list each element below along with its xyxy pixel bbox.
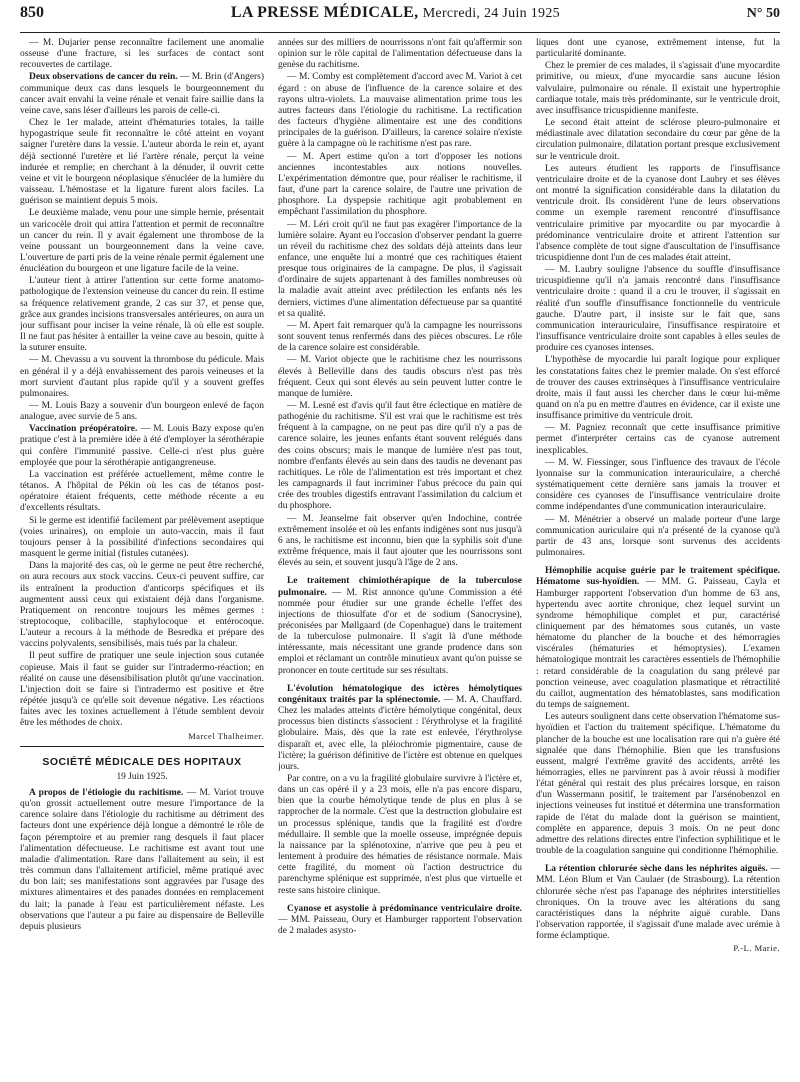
journal-date: Mercredi, 24 Juin 1925 [422, 6, 560, 21]
subheading: Vaccination préopératoire. [29, 424, 138, 435]
paragraph: L'hypothèse de myocardie lui paraît logique pour expliquer les constatations faites chez le premier malade. On s'est efforcé de trouver des causes extrinsèques à l'insuffisance ventriculaire droite, mais il faut aussi les chercher dans le cœur lui-même quand on n'a pu en mettre d'autres en évidence, car il existe une insuffisance primitive du ventricule droit. [536, 355, 780, 422]
paragraph: L'auteur tient à attirer l'attention sur cette forme anatomo-pathologique de l'extension veineuse du cancer du rein. Il estime sa fréquence relativement grande, 2 cas sur 37, et pense que, grâce aux grandes incisions transversales antérieures, on aura un jour suffisant pour inciser la veine rénale, là où elle est souple. Il ne faut pas hésiter à entailler la veine cave au besoin, quitte à la suturer ensuite. [20, 276, 264, 354]
paragraph: — M. Chevassu a vu souvent la thrombose du pédicule. Mais en général il y a déjà envahissement des parois veineuses et la mort survient d'autant plus rapide qu'il y a souvent greffes pulmonaires. [20, 355, 264, 399]
paragraph: — M. Apert fait remarquer qu'à la campagne les nourrissons sont souvent tenus renfermés dans des pièces obscures. Le rôle de la carence solaire est considérable. [278, 320, 522, 354]
paragraph [278, 576, 522, 676]
paragraph: Chez le 1er malade, atteint d'hématuries totales, la taille hypogastrique seule fit reconnaître le côté atteint en voyant saigner l'uretère dans la vessie. L'auteur aborda le rein et, ayant déjà sectionné l'uretère et lié l'artère rénale, perçut la veine indurée et remplie; en cherchant à la dénuder, il ouvrit cette veine et vit le bourgeon néoplasique s'énucléer de la lumière du vaisseau. L'hémostase et la ligature furent alors faciles. La guérison se maintient depuis 5 mois. [20, 118, 264, 207]
paragraph [536, 566, 780, 711]
paragraph: Dans la majorité des cas, où le germe ne peut être recherché, on aura recours aux stock vaccins. Ceux-ci peuvent suffire, car ils entraînent la production d'anticorps spécifiques et ils augmentent aussi ceux qui existaient déjà dans l'organisme. Pratiquement on rencontre toujours les mêmes germes : streptocoque, colibacille, staphylocoque et entérocoque. L'auteur a recours à la méthode de Besredka et prépare des vaccins polyvalents, sensibilisés, mais tués par la chaleur. [20, 561, 264, 650]
section-heading: SOCIÉTÉ MÉDICALE DES HOPITAUX [42, 755, 242, 768]
paragraph: Si le germe est identifié facilement par prélèvement aseptique (voies urinaires), on emploie un auto-vaccin, mais il faut toujours penser à la possibilité d'infections secondaires qui masquent le germe initial (fistules cutanées). [20, 515, 264, 560]
section-divider [20, 746, 264, 747]
column-3 [536, 38, 780, 1076]
paragraph: — M. Pagniez reconnaît que cette insuffisance primitive permet d'interpréter certains cas de cyanose autrement inexplicables. [536, 423, 780, 456]
paragraph: liques dont une cyanose, extrêmement intense, fut la particularité dominante. [536, 38, 780, 60]
paragraph: — M. Apert estime qu'on a tort d'opposer les notions anciennes incontestables aux notions nouvelles. L'expérimentation démontre que, pour réaliser le rachitisme, il faut, d'une part la carence solaire, de l'autre une privation de phosphore. La dyspepsie rachitique agit probablement en empêchant l'assimilation du phosphore. [278, 151, 522, 218]
page-number: 850 [20, 4, 44, 21]
paragraph: années sur des milliers de nourrissons n'ont fait qu'affermir son opinion sur le rôle capital de l'alimentation défectueuse dans la genèse du rachitisme. [278, 38, 522, 71]
paragraph-text: — M. A. Chauffard. Chez les malades atteints d'ictère hémolytique congénital, deux processus bien distincts s'associent : l'érythrolyse et la fragilité globulaire. Mais, dès que la rate est enlevée, l'érythrolyse disparaît et, avec elle, la pléiochromie pigmentaire, cause de l'ictère; la guérison définitive de l'ictère est obtenue en quelques jours. [278, 694, 522, 772]
paragraph: — M. W. Fiessinger, sous l'influence des travaux de l'école lyonnaise sur la communication interauriculaire, a cherché systématiquement cette dernière sans jamais la trouver et considère ces cyanoses de l'insuffisance ventriculaire droite comme indépendantes d'une communication interauriculaire. [536, 457, 780, 513]
paragraph [278, 904, 522, 937]
paragraph: Les auteurs soulignent dans cette observation l'hématome sus-hyoïdien et l'action du traitement spécifique. L'hématome du plancher de la bouche est une localisation rare qui n'a guère été signalée que dans l'hémophilie. Bien que les transfusions eussent, malgré l'extrême gravité des accidents, arrêté les hémorragies, elles ne parvinrent pas à avoir réussi à modifier l'état général qui restait des plus précaires lorsque, en raison d'un Wassermann positif, le traitement par l'arsénobenzol en injections veineuses fut institué et détermina une transformation rapide de l'état du malade dont la guérison se maintient, complète en apparence, depuis 3 mois. On ne peut donc admettre des relations directes entre l'infection syphilitique et le trouble de la coagulation sanguine qui conditionne l'hémophilie. [536, 712, 780, 857]
subheading: La rétention chlorurée sèche dans les néphrites aiguës. [545, 864, 768, 875]
subheading: A propos de l'étiologie du rachitisme. [29, 788, 184, 798]
paragraph-text: — M. Rist annonce qu'une Commission a été nommée pour étudier sur une grande échelle l'effet des injections de thiosulfate d'or et de sodium (Sanocrysine), préconisées par Møllgaard (de Copenhague) dans le traitement de la tuberculose pulmonaire. Il s'agit là d'une méthode intéressante, mais nécessitant une grande prudence dans son emploi et réclamant un contrôle minutieux avant qu'on puisse se prononcer en toute certitude sur ses résultats. [278, 587, 522, 676]
paragraph: Le second était atteint de sclérose pleuro-pulmonaire et médiastinale avec dilatation secondaire du cœur par gêne de la circulation pulmonaire, dilatation portant presque exclusivement sur le ventricule droit. [536, 118, 780, 162]
journal-title [231, 4, 560, 22]
issue-number: N° 50 [746, 6, 780, 21]
paragraph: Il peut suffire de pratiquer une seule injection sous cutanée copieuse. Mais il faut se guider sur l'intradermo-réaction; en réalité on cause une désensibilisation plutôt qu'une vaccination. L'injection doit se faire si l'intradermo est positive et être répétée jusqu'à ce qu'elle soit devenue négative. Les réactions faites avec les toxines actuellement à l'étude semblent devoir être les méthodes de choix. [20, 651, 264, 729]
page-header [20, 4, 780, 33]
author-signature: Marcel Thalheimer. [188, 730, 264, 741]
subheading: Deux observations de cancer du rein. [29, 72, 178, 83]
paragraph [20, 424, 264, 469]
paragraph: Les auteurs étudient les rapports de l'insuffisance ventriculaire droite et de la cyanose dont Laubry et ses élèves ont montré la signification considérable dans la dilatation du ventricule droit. Ils considèrent l'une de leurs observations comme un exemple rarement rencontré d'insuffisance ventriculaire primitive par myocardite ou par myocardie à prédominance ventriculaire droite et attirent l'attention sur l'absence complète de tout signe d'auscultation de l'insuffisance tricuspidienne dont l'un de ces malades était atteint. [536, 163, 780, 263]
paragraph: — M. Louis Bazy a souvenir d'un bourgeon enlevé de façon analogue, avec survie de 5 ans. [20, 401, 264, 423]
subheading: Hémophilie acquise guérie par le traitement spécifique. Hématome sus-hyoïdien. [536, 566, 780, 588]
paragraph: — M. Comby est complètement d'accord avec M. Variot à cet égard : on abuse de l'influence de la carence solaire et des rayons ultra-violets. La mauvaise alimentation prime tous les autres facteurs dans l'étiologie du rachitisme. La rectification des facteurs d'hygiène alimentaire est une des conditions principales de la guérison. D'ailleurs, la carence solaire n'existe guère à la campagne où le rachitisme n'est pas rare. [278, 72, 522, 150]
paragraph: Le deuxième malade, venu pour une simple hernie, présentait un varicocèle droit qui attira l'attention et permit de reconnaître un cancer du rein. Il y avait également une thrombose de la veine poussant un bourgeonnement dans la veine cave. L'ouverture de parti pris de la veine rénale permit également une énucléation du bourgeon et une ligature facile de la veine. [20, 208, 264, 275]
paragraph-text: — M. Brin (d'Angers) communique deux cas dans lesquels le bourgeonnement du cancer avait envahi la veine rénale et venait faire saillie dans la veine cave, sans léser d'ailleurs les parois de celle-ci. [20, 72, 264, 116]
paragraph: — M. Léri croit qu'il ne faut pas exagérer l'importance de la lumière solaire. Ayant eu l'occasion d'observer pendant la guerre un réveil du rachitisme chez des soldats déjà atteints dans leur enfance, une enquête lui a montré que ces rachitiques étaient presque tous originaires de la campagne. De plus, il s'agissait d'ordinaire de sujets appartenant à des familles nombreuses où la maladie avait atteint avec prédilection les enfants nés les derniers, victimes d'une alimentation défectueuse par sa quantité et sa qualité. [278, 219, 522, 319]
paragraph-text: — MM. Paisseau, Oury et Hamburger rapportent l'observation de 2 malades asysto- [278, 914, 522, 937]
article-columns [20, 38, 780, 1076]
paragraph-text: — MM. Léon Blum et Van Caulaer (de Strasbourg). La rétention chlorurée sèche n'est pas l'apanage des néphrites interstitielles chroniques. On la trouve avec les altérations du sang caractéristiques dans la néphrite aiguë curable. Dans l'observation rapportée, il s'agissait d'une malade avec urémie à forme éclamptique. [536, 864, 780, 942]
paragraph: — M. Dujarier pense reconnaître facilement une anomalie osseuse d'une fracture, si les surfaces de contact sont recouvertes de cartilage. [20, 38, 264, 71]
paragraph: — M. Laubry souligne l'absence du souffle d'insuffisance tricuspidienne qu'il n'a jamais rencontré dans l'insuffisance ventriculaire droite : quand il a cru le trouver, il s'agissait en réalité d'un souffle d'insuffisance fonctionnelle du ventricule gauche. D'autre part, il insiste sur le fait que, sans communication interauriculaire, l'insuffisance respiratoire et l'insuffisance ventriculaire droite sont capables à elles seules de produire ces cyanoses intenses. [536, 265, 780, 354]
paragraph: — M. Ménétrier a observé un malade porteur d'une large communication auriculaire qui n'a présenté de la cyanose qu'à partir de 43 ans, lorsque sont survenus des accidents pulmonaires. [536, 514, 780, 559]
subheading: Le traitement chimiothérapique de la tuberculose pulmonaire. [278, 576, 522, 598]
section-date: 19 Juin 1925. [116, 771, 168, 782]
paragraph: La vaccination est préférée actuellement, même contre le tétanos. A l'hôpital de Pékin où les cas de tétanos post-opératoire étaient fréquents, cette méthode récente a eu d'excellents résultats. [20, 469, 264, 514]
paragraph [20, 788, 264, 933]
subheading: L'évolution hématologique des ictères hémolytiques congénitaux traités par la splénectomie. [278, 683, 522, 705]
paragraph-text: — M. Variot trouve qu'on grossit actuellement outre mesure l'importance de la carence solaire dans l'étiologie du rachitisme au détriment des facteurs dont une expérience déjà longue a démontré le rôle de façon péremptoire et au premier rang desquels il faut placer l'alimentation défectueuse. Le rachitisme est avant tout une maladie d'alimentation. Rare dans l'allaitement au sein, il est très commun dans l'allaitement artificiel, même pratiqué avec du bon lait; ses manifestations sont aggravées par l'usage des mixtures alimentaires et des panades données en remplacement du lait; la panade à l'eau est particulièrement néfaste. Les observations que l'auteur a pu faire au dispensaire de Belleville depuis plusieurs [20, 788, 264, 932]
paragraph [278, 684, 522, 773]
column-1 [20, 38, 264, 1076]
subheading: Cyanose et asystolie à prédominance ventriculaire droite. [287, 903, 522, 914]
paragraph-text: — M. Louis Bazy expose qu'en pratique c'est à la première idée à été d'employer la sérothérapie qui confère l'immunité passive. Celle-ci n'est plus guère employée que pour la sérothérapie antigangreneuse. [20, 424, 264, 468]
paragraph [536, 864, 780, 942]
author-signature: P.-L. Marie. [733, 943, 780, 954]
paragraph: — M. Lesné est d'avis qu'il faut être éclectique en matière de pathogénie du rachitisme. S'il est vrai que le rachitisme est très fréquent à la campagne, on ne peut pas dire qu'il n'y a pas de carence solaire, les jeunes enfants étant souvent relégués dans des coins obscurs; mais le manque de lumière n'est pas tout, nombre d'enfants élevés au sein dans des taudis ne devenant pas rachitiques. Le rôle de l'alimentation est très important et chez les campagnards il faut incriminer l'abus précoce du pain qui crée des troubles digestifs entravant l'assimilation du calcium et du phosphore. [278, 401, 522, 512]
journal-name: LA PRESSE MÉDICALE, [230, 4, 419, 21]
paragraph-text: — MM. G. Paisseau, Cayla et Hamburger rapportent l'observation d'un homme de 63 ans, hypertendu avec aortite chronique, chez lequel survint un syndrome hémophilique complet et pur, caractérisé cliniquement par des hématomes sous cutanés, un vaste hématome du plancher de la bouche et des hémorragies viscérales (hématuries et hémoptysies). L'examen hématologique montrait les caractères essentiels de l'hémophilie : retard considérable de la coagulation du sang prélevé par ponction veineuse, avec coagulation plasmatique et rétractilité du caillot, augmentation des hématoblastes, sans modification du temps de saignement. [536, 577, 780, 711]
paragraph: Chez le premier de ces malades, il s'agissait d'une myocardite primitive, ou mieux, d'une myocardie sans aucune lésion valvulaire, pulmonaire ou rénale. Il existait une hypertrophie cardiaque totale, mais très prédominante, sur le ventricule droit, avec insuffisance tricuspidienne manifeste. [536, 61, 780, 116]
column-2 [278, 38, 522, 1076]
paragraph: — M. Jeanselme fait observer qu'en Indochine, contrée extrêmement insolée et où les enfants indigènes sont nus jusqu'à 6 ans, le rachitisme est inconnu, bien que la syphilis soit d'une extrême fréquence, mais il faut ajouter que les nourrissons sont élevés au sein, et souvent jusqu'à l'âge de 2 ans. [278, 513, 522, 569]
paragraph: — M. Variot objecte que le rachitisme chez les nourrissons élevés à Belleville dans des taudis obscurs n'est pas très fréquent. Ceux qui sont élevés au sein peuvent lutter contre le manque de lumière. [278, 355, 522, 399]
paragraph: Par contre, on a vu la fragilité globulaire survivre à l'ictère et, dans un cas opéré il y a 23 mois, elle n'a pas encore disparu, bien que la courbe hémolytique tende de plus en plus à se rapprocher de la normale. C'est que la destruction globulaire est un processus splénique, tandis que la fragilité est d'ordre médullaire. Il semble que la moelle osseuse, imprégnée depuis la naissance par la splénotoxine, n'arrive que peu à peu et lentement à produire des hématies de résistance normale. Mais cette fragilité, du moment où l'action destructrice du parenchyme splénique est supprimée, n'est plus que virtuelle et reste sans histoire clinique. [278, 774, 522, 896]
paragraph [20, 72, 264, 117]
